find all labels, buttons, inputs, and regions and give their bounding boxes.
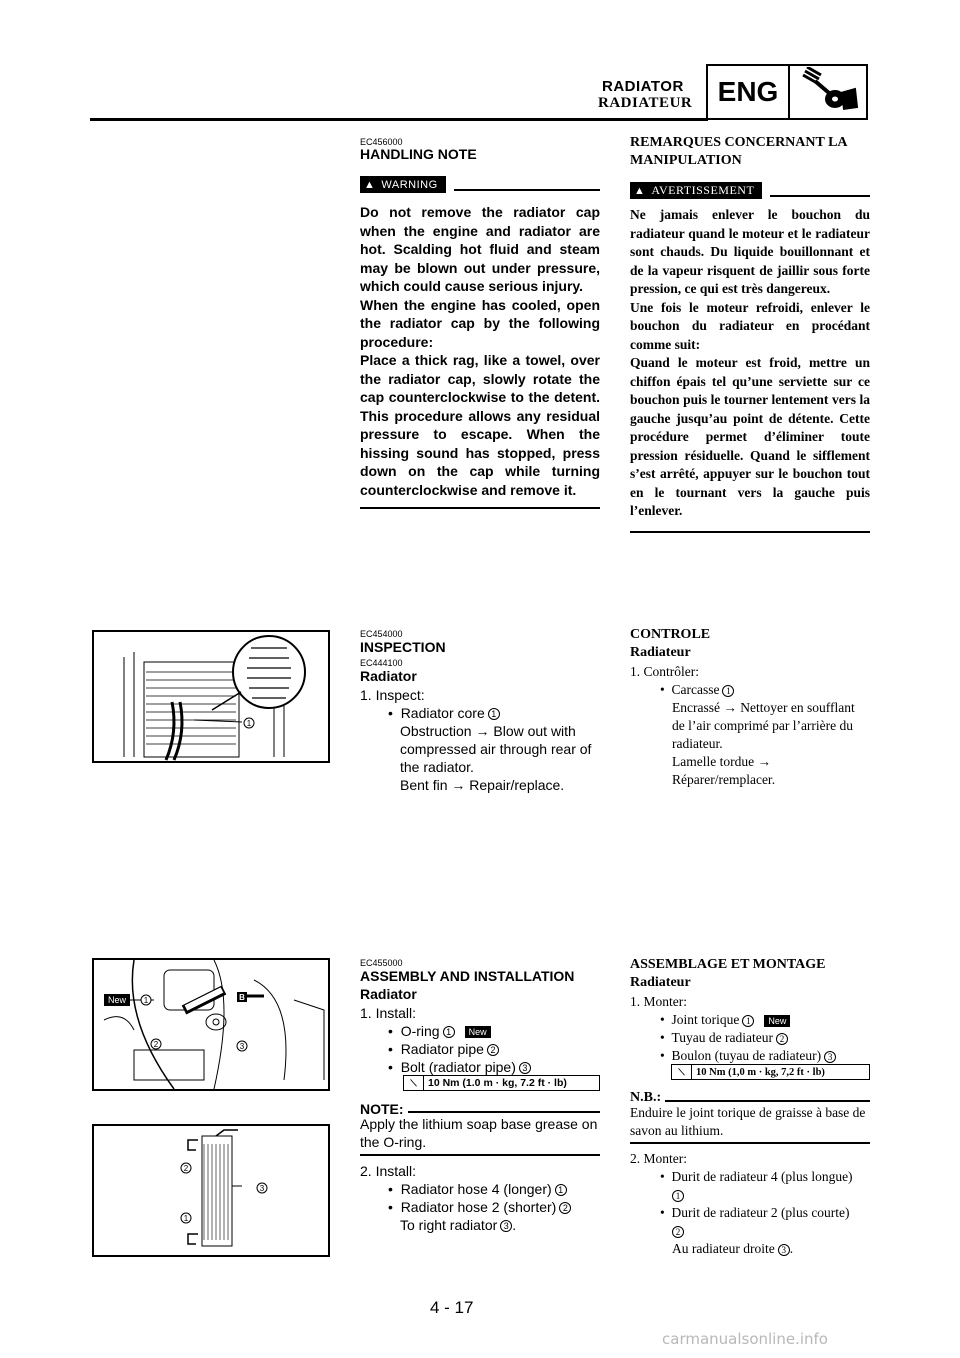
wrench-icon: ⟍ (404, 1076, 424, 1090)
warning-icon: ▲ (634, 184, 646, 197)
step-label-fr: 1. Contrôler: (630, 664, 699, 679)
section-tag: ENG (708, 66, 790, 118)
section-title-fr: ASSEMBLAGE ET MONTAGE (630, 957, 826, 972)
fig-callout-2: 2 (153, 1040, 159, 1049)
install-detail-fr: Au radiateur droite 3 . (672, 1241, 794, 1256)
install-item: • Bolt (radiator pipe) 3 (388, 1058, 531, 1076)
new-tag: New (465, 1026, 491, 1038)
fig2-callout-3: 3 (259, 1184, 265, 1193)
subsection-title-fr: Radiateur (630, 645, 691, 660)
inspect-detail: Obstruction → Blow out with compressed air through rear of the radiator. Bent fin → Repair/replace. (400, 723, 592, 793)
warning-header-fr (630, 182, 870, 199)
install-item: • O-ring 1 New (388, 1022, 491, 1040)
header-rule (90, 118, 708, 121)
subsection-title: Radiator (360, 668, 417, 684)
note-text: Apply the lithium soap base grease on the O-ring. (360, 1116, 598, 1150)
warning-badge-fr: ▲ AVERTISSEMENT (630, 182, 762, 199)
step-label: 2. Install: (360, 1163, 417, 1179)
warning-header (360, 176, 600, 193)
subsection-title: Radiator (360, 986, 417, 1002)
note-end-rule-fr (630, 1142, 870, 1144)
section-title: HANDLING NOTE (360, 146, 477, 162)
warning-end-rule (360, 507, 600, 509)
section-code: EC456000 (360, 137, 403, 147)
install-item: • Radiator hose 2 (shorter) 2 (388, 1198, 571, 1216)
fig-callout-1: 1 (143, 996, 149, 1005)
fig-grease-b: B (239, 993, 245, 1002)
new-tag: New (764, 1015, 790, 1027)
section-tab (706, 64, 868, 120)
sub-code: EC444100 (360, 658, 403, 668)
step-label-fr: 2. Monter: (630, 1151, 687, 1166)
section-title-fr: REMARQUES CONCERNANT LA MANIPULATION (630, 135, 847, 168)
install-item: • Radiator hose 4 (longer) 1 (388, 1180, 567, 1198)
radiator-hose-figure (92, 1124, 330, 1257)
warning-badge: ▲ WARNING (360, 176, 446, 193)
warning-end-rule-fr (630, 531, 870, 533)
radiator-core-figure (92, 630, 330, 763)
page-number: 4 - 17 (430, 1298, 474, 1317)
section-title: ASSEMBLY AND INSTALLATION (360, 968, 575, 984)
install-item: • Radiator pipe 2 (388, 1040, 499, 1058)
inspect-item: • Radiator core 1 (388, 704, 600, 722)
install-detail: To right radiator 3 . (400, 1217, 517, 1233)
inspect-detail-fr: Encrassé → Nettoyer en soufflant de l’air comprimé par l’arrière du radiateur. Lamelle tordue → Réparer/remplacer. (672, 700, 855, 787)
radiator-pipe-figure (92, 958, 330, 1091)
footer-watermark: carmanualsonline.info (662, 1330, 828, 1348)
engine-icon (790, 66, 866, 118)
fig-callout-3: 3 (239, 1042, 245, 1051)
section-code: EC454000 (360, 629, 403, 639)
install-item-fr: • Boulon (tuyau de radiateur) 3 (660, 1047, 836, 1065)
step-label: 1. Install: (360, 1005, 417, 1021)
note-header-fr: N.B.: (630, 1090, 870, 1106)
wrench-icon: ⟍ (672, 1065, 692, 1079)
install-item-fr: • Tuyau de radiateur 2 (660, 1029, 788, 1047)
inspect-item-fr: • Carcasse 1 (660, 681, 870, 699)
install-item-fr: • Joint torique 1 New (660, 1011, 790, 1029)
fig2-callout-1: 1 (183, 1214, 189, 1223)
warning-icon: ▲ (364, 178, 376, 191)
note-text-fr: Enduire le joint torique de graisse à base de savon au lithium. (630, 1105, 866, 1138)
section-title: INSPECTION (360, 639, 446, 655)
fig2-callout-2: 2 (183, 1164, 189, 1173)
warning-text-fr: Ne jamais enlever le bouchon du radiateur quand le moteur et le radiateur sont chauds. Du liquide bouillonnant et de la vapeur risquent de jaillir sous forte pression, ce qui est très dangereux. Une fois le moteur refroidi, enlever le bouchon du radiateur en procédant comme suit: Quand le moteur est froid, mettre un chiffon épais tel qu’une serviette sur ce bouchon puis le tourner lentement vers la gauche jusqu’au point de détente. Cette procédure permet d’éliminer toute pression résiduelle. Quand le sifflement s’est arrêté, appuyer sur le bouchon tout en le tournant vers la gauche puis l’enlever. (630, 207, 870, 518)
torque-spec-fr: ⟍ 10 Nm (1,0 m · kg, 7,2 ft · lb) (671, 1064, 870, 1080)
subsection-title-fr: Radiateur (630, 975, 691, 990)
section-code: EC455000 (360, 958, 403, 968)
install-item-fr: • Durit de radiateur 2 (plus courte) 2 (660, 1205, 850, 1237)
step-label: 1. Inspect: (360, 687, 425, 703)
fig-callout: 1 (246, 719, 252, 728)
header-subtitle: RADIATEUR (598, 95, 693, 111)
install-item-fr: • Durit de radiateur 4 (plus longue) 1 (660, 1169, 853, 1201)
section-title-fr: CONTROLE (630, 627, 711, 642)
fig-new-tag: New (107, 995, 127, 1005)
note-end-rule (360, 1154, 600, 1156)
torque-spec: ⟍ 10 Nm (1.0 m · kg, 7.2 ft · lb) (403, 1075, 600, 1091)
step-label-fr: 1. Monter: (630, 994, 687, 1009)
warning-text: Do not remove the radiator cap when the engine and radiator are hot. Scalding hot fluid and steam may be blown out under pressure, which could cause serious injury. When the engine has cooled, open the radiator cap by the following procedure: Place a thick rag, like a towel, over the radiator cap, slowly rotate the cap counterclockwise to the detent. This procedure allows any residual pressure to escape. When the hissing sound has stopped, press down on the cap while turning counterclockwise and remove it. (360, 204, 600, 498)
note-header: NOTE: (360, 1101, 600, 1117)
header-title: RADIATOR (602, 78, 684, 95)
